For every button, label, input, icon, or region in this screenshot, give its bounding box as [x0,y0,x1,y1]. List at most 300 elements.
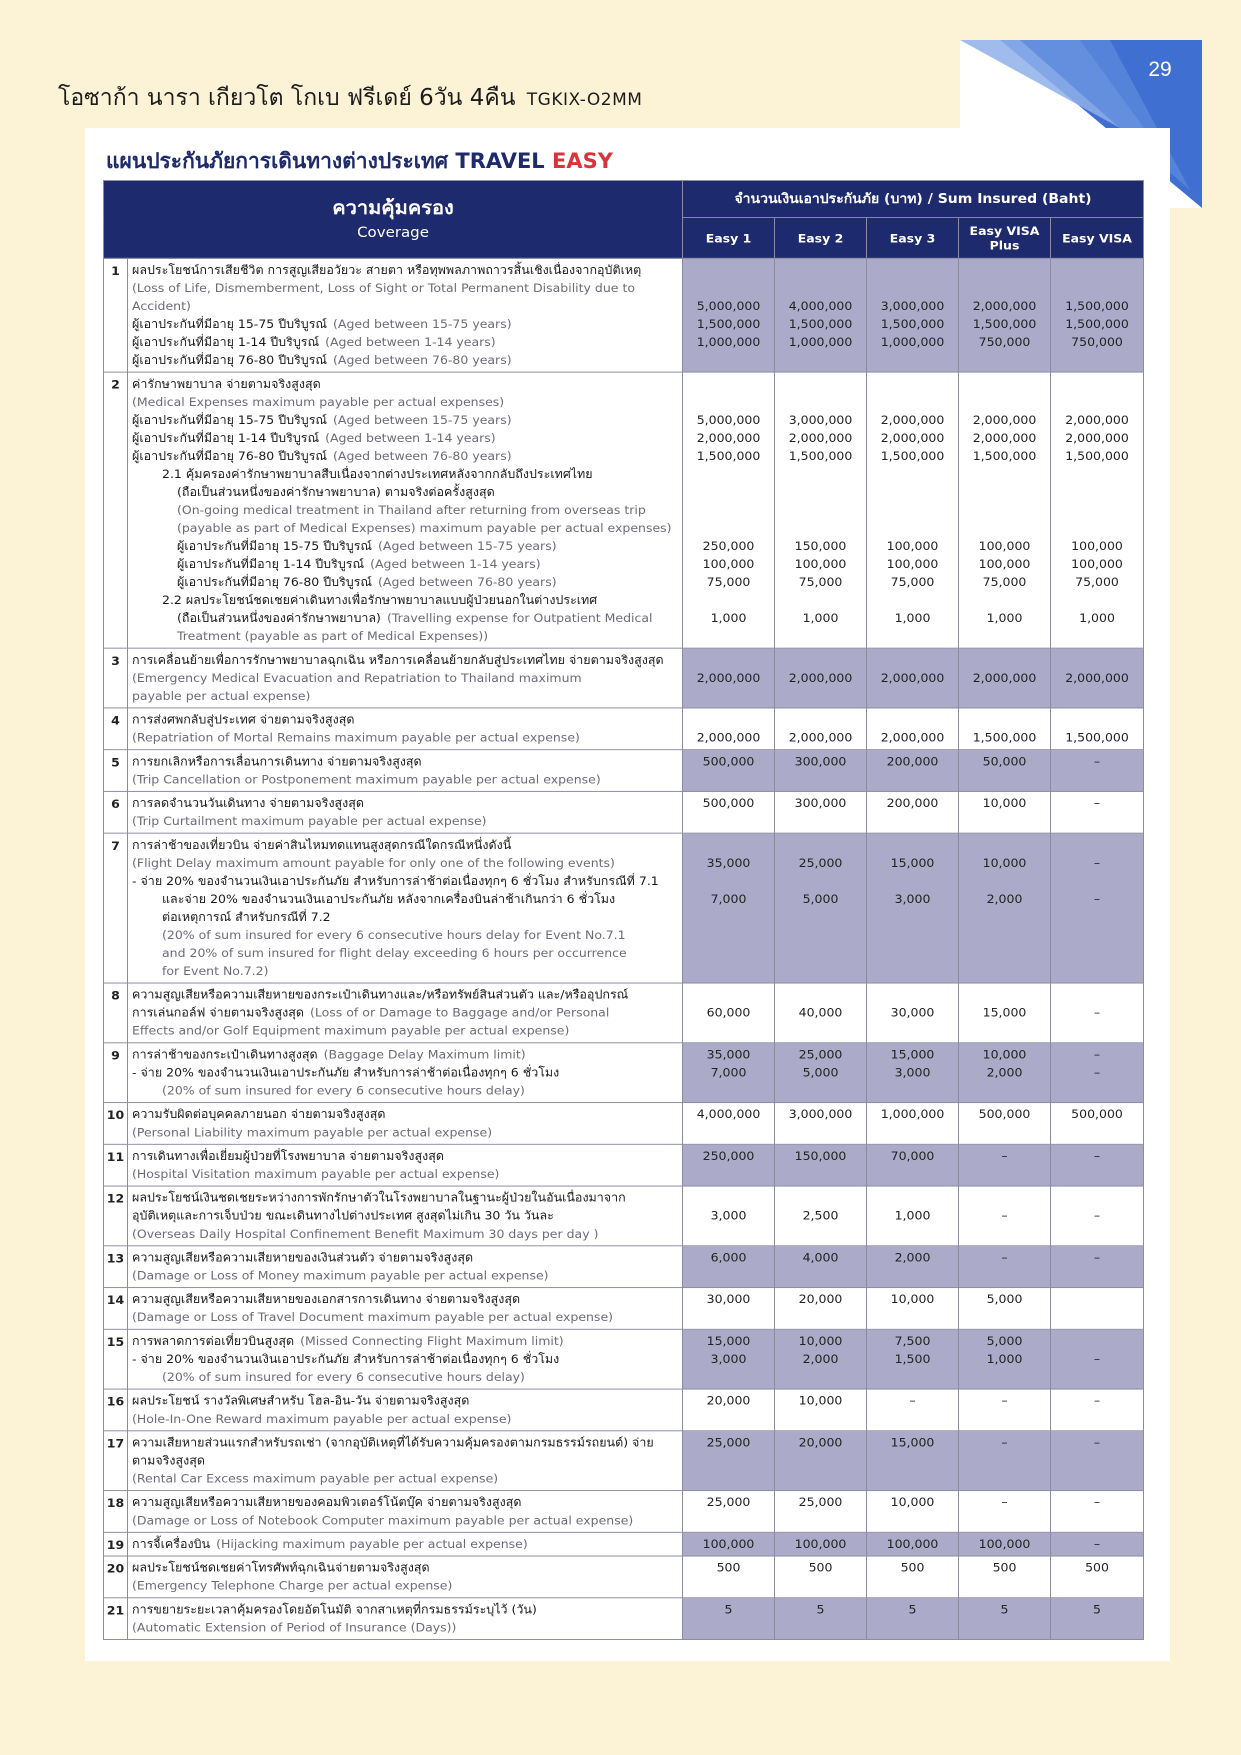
description-text: ความเสียหายส่วนแรกสำหรับรถเช่า (จากอุบัติเหตุที่ได้รับความคุ้มครองตามกรมธรรม์รถยนต์) จ่ายตามจริงสูงสุด [132,1435,654,1468]
value-line: 2,000,000 [788,430,853,445]
value-line: 2,000,000 [1065,430,1129,445]
col-easy-1: Easy 1 [683,217,775,258]
value-line: 500 [808,1560,833,1575]
value-line: – [1001,1208,1008,1223]
table-row [104,1556,1144,1598]
value-line: – [1001,1148,1008,1163]
description-text: การลดจำนวนวันเดินทาง จ่ายตามจริงสูงสุด [132,795,365,810]
value-line [868,710,957,728]
coverage-description [128,1532,683,1556]
value-line: 4,000,000 [788,298,853,313]
sum-insured-cell [959,1144,1051,1186]
value-line: 500,000 [702,753,755,769]
description-en [132,687,677,705]
value-line [776,519,865,537]
value-line: 1,500,000 [972,730,1037,745]
value-line: 10,000 [890,1291,935,1307]
value-line: 100,000 [794,1536,847,1551]
table-row [104,1186,1144,1246]
description-text: การจี้เครื่องบิน [132,1536,211,1551]
row-number: 19 [104,1532,128,1556]
sum-insured-cell [683,708,775,750]
sum-insured-cell [683,258,775,372]
value-line [1052,261,1142,279]
table-row [104,1598,1144,1640]
description-th [132,985,677,1003]
sum-insured-cell [1051,648,1144,708]
description-th [132,1003,677,1021]
value-line: 5 [816,1602,825,1617]
sum-insured-cell [959,833,1051,983]
value-line: 2,000,000 [880,670,945,685]
value-line: 10,000 [798,1333,843,1348]
value-line: – [1093,1005,1101,1020]
description-text: payable per actual expense) [132,688,311,703]
description-text: (Trip Curtailment maximum payable per actual expense) [132,813,487,828]
value-line: – [1093,1435,1101,1450]
value-line [868,627,957,645]
sum-insured-cell [867,1556,959,1598]
sum-insured-cell [959,1556,1051,1598]
value-line: 100,000 [1071,538,1123,553]
value-line: 250,000 [702,1148,755,1163]
value-line [684,261,773,279]
value-line: 2,000,000 [696,670,761,685]
description-en-inline: (Hijacking maximum payable per actual expense) [216,1536,528,1551]
value-line: 15,000 [890,855,935,870]
value-line: – [1093,1148,1101,1163]
description-text: ผลประโยชน์ชดเชยค่าโทรศัพท์ฉุกเฉินจ่ายตามจริงสูงสุด [132,1560,430,1575]
value-line: 150,000 [794,1148,847,1163]
value-line: 2,000,000 [972,670,1037,685]
sum-insured-cell [1051,1329,1144,1389]
value-line [868,279,957,297]
value-line [684,872,773,890]
sum-insured-cell [775,1246,867,1288]
value-line: 100,000 [978,538,1031,553]
coverage-description [128,1144,683,1186]
description-text: (20% of sum insured for every 6 consecutive hours delay for Event No.7.1 [162,927,626,942]
value-line [960,501,1049,519]
description-text: (Hole-In-One Reward maximum payable per actual expense) [132,1411,512,1426]
description-text: ผู้เอาประกันที่มีอายุ 15-75 ปีบริบูรณ์ [132,412,328,427]
description-text: ความสูญเสียหรือความเสียหายของคอมพิวเตอร์โน้ตบุ๊ค จ่ายตามจริงสูงสุด [132,1494,522,1510]
value-line: 750,000 [978,334,1031,349]
sum-insured-cell [867,1329,959,1389]
description-text: (Damage or Loss of Travel Document maximum payable per actual expense) [132,1309,614,1325]
value-line: 3,000,000 [788,1106,853,1122]
row-number: 16 [104,1389,128,1431]
value-line [1052,1290,1142,1308]
value-line: 1,000 [1079,610,1115,625]
description-text: ผู้เอาประกันที่มีอายุ 1-14 ปีบริบูรณ์ [132,430,320,445]
description-text: - จ่าย 20% ของจำนวนเงินเอาประกันภัย สำหรับการล่าช้าต่อเนื่องทุกๆ 6 ชั่วโมง [132,1065,560,1080]
description-en [132,501,677,519]
coverage-description [128,1043,683,1103]
value-line: 100,000 [794,556,847,571]
coverage-description [128,648,683,708]
value-line: – [1093,1536,1101,1551]
value-line: 1,000,000 [880,334,945,349]
description-text: ค่ารักษาพยาบาล จ่ายตามจริงสูงสุด [132,376,321,391]
value-line [776,393,865,411]
coverage-description [128,750,683,792]
value-line: 1,500,000 [1065,730,1129,745]
value-line: 300,000 [794,753,847,769]
sum-insured-cell [683,1532,775,1556]
value-line: 20,000 [798,1291,843,1307]
description-en [132,519,677,537]
sum-insured-cell [683,1598,775,1640]
row-number: 20 [104,1556,128,1598]
value-line: 100,000 [886,538,939,553]
value-line [1052,501,1142,519]
coverage-description [128,791,683,833]
value-line: 25,000 [706,1494,751,1510]
description-en [132,1469,677,1487]
value-line: 2,000,000 [972,430,1037,445]
description-text: - จ่าย 20% ของจำนวนเงินเอาประกันภัย สำหรับการล่าช้าต่อเนื่องทุกๆ 6 ชั่วโมง [132,1351,560,1366]
description-text: (Damage or Loss of Notebook Computer maximum payable per actual expense) [132,1512,634,1528]
value-line: 10,000 [890,1494,935,1510]
value-line: 500,000 [1071,1106,1123,1122]
value-line [960,519,1049,537]
description-en-inline: (Loss of or Damage to Baggage and/or Personal [310,1005,610,1020]
sum-insured-cell [1051,1043,1144,1103]
value-line [776,710,865,728]
sum-insured-cell [959,1329,1051,1389]
sum-insured-cell [959,1532,1051,1556]
description-en-inline: (Aged between 76-80 years) [378,574,557,589]
value-line: 500,000 [702,795,755,810]
coverage-description [128,1329,683,1389]
description-en [132,1368,677,1386]
row-number: 10 [104,1103,128,1145]
value-line: 3,000 [894,1065,931,1080]
sum-insured-cell [775,1043,867,1103]
table-row [104,258,1144,372]
sum-insured-cell [867,833,959,983]
description-en [132,1165,677,1183]
sum-insured-cell [867,258,959,372]
description-text: (payable as part of Medical Expenses) maximum payable per actual expenses) [177,520,672,535]
value-line [684,591,773,609]
value-line: – [1093,1065,1101,1080]
sum-insured-cell [959,258,1051,372]
sum-insured-cell [775,1532,867,1556]
value-line: 1,500,000 [696,448,761,463]
value-line: 200,000 [886,753,939,769]
description-text: (Overseas Daily Hospital Confinement Benefit Maximum 30 days per day ) [132,1226,599,1241]
value-line [868,651,957,669]
description-th [132,1147,677,1165]
sum-insured-cell [775,258,867,372]
value-line [960,836,1049,854]
description-text: (20% of sum insured for every 6 consecutive hours delay) [162,1369,525,1384]
description-th [132,872,677,890]
value-line [684,985,773,1003]
sum-insured-cell [867,1246,959,1288]
value-line [1052,651,1142,669]
value-line: 2,000,000 [788,670,853,685]
description-en [132,1123,677,1141]
table-row [104,1043,1144,1103]
value-line [684,374,773,392]
table-row [104,648,1144,708]
row-number: 6 [104,791,128,833]
value-line [776,627,865,645]
value-line [776,261,865,279]
value-line: 75,000 [798,574,843,589]
value-line: – [1093,1494,1101,1510]
value-line [776,872,865,890]
value-line: 3,000,000 [880,298,945,313]
value-line: 200,000 [886,795,939,810]
sum-insured-cell [683,1556,775,1598]
sum-insured-cell [1051,791,1144,833]
description-en-inline: (Travelling expense for Outpatient Medical [386,610,653,625]
value-line: 250,000 [702,538,755,553]
sum-insured-cell [1051,1532,1144,1556]
description-text: (Medical Expenses maximum payable per actual expenses) [132,394,505,409]
sum-insured-cell [683,1246,775,1288]
table-row [104,708,1144,750]
value-line: 25,000 [706,1435,751,1450]
description-th [132,261,677,279]
description-th [132,429,677,447]
sum-insured-cell [867,750,959,792]
description-text: การล่าช้าของเที่ยวบิน จ่ายค่าสินไหมทดแทนสูงสุดกรณีใดกรณีหนึ่งดังนี้ [132,837,512,852]
value-line: 75,000 [890,574,935,589]
value-line: 60,000 [706,1005,751,1020]
value-line: 6,000 [710,1250,747,1265]
row-number: 2 [104,372,128,648]
description-en-inline: (Aged between 15-75 years) [333,412,512,427]
sum-insured-cell [867,983,959,1043]
value-line [684,501,773,519]
coverage-description [128,708,683,750]
sum-insured-cell [867,708,959,750]
description-en [132,1081,677,1099]
value-line: 1,000,000 [696,334,761,349]
tour-title: โอซาก้า นารา เกียวโต โกเบ ฟรีเดย์ 6วัน 4คืน [58,85,516,111]
description-en [132,962,677,980]
value-line [1052,519,1142,537]
value-line: 100,000 [702,556,755,571]
value-line: 7,000 [710,1065,747,1080]
coverage-header-en: Coverage [357,223,429,241]
coverage-description [128,372,683,648]
row-number: 4 [104,708,128,750]
value-line [776,465,865,483]
value-line: 1,000 [710,610,747,625]
row-number: 12 [104,1186,128,1246]
sum-insured-cell [867,1431,959,1491]
description-th [132,573,677,591]
sum-insured-cell [867,1043,959,1103]
description-th [132,374,677,392]
value-line [868,591,957,609]
row-number: 5 [104,750,128,792]
sum-insured-cell [959,1103,1051,1145]
coverage-description [128,1556,683,1598]
value-line: 35,000 [706,1047,751,1062]
value-line: 1,500,000 [880,448,945,463]
value-line: 3,000 [710,1208,747,1223]
value-line: 1,500 [894,1351,931,1366]
sum-insured-cell [683,1431,775,1491]
plan-title-text: แผนประกันภัยการเดินทางต่างประเทศ TRAVEL [106,149,545,173]
description-en [132,669,677,687]
description-en-inline: (Aged between 1-14 years) [370,556,541,571]
sum-insured-cell [683,750,775,792]
description-th [132,794,677,812]
description-th [132,1188,677,1206]
description-th [132,1290,677,1308]
sum-insured-cell [1051,1598,1144,1640]
value-line: 750,000 [1071,334,1123,349]
coverage-description [128,1103,683,1145]
value-line: 100,000 [702,1536,755,1551]
description-text: การยกเลิกหรือการเลื่อนการเดินทาง จ่ายตามจริงสูงสุด [132,753,422,769]
sum-insured-cell [683,833,775,983]
sum-insured-cell [683,1186,775,1246]
value-line [684,465,773,483]
description-th [132,591,677,609]
table-row [104,1103,1144,1145]
table-row [104,1288,1144,1330]
value-line: 100,000 [978,556,1031,571]
value-line: 100,000 [886,556,939,571]
description-en [132,728,677,746]
description-en [132,1308,677,1326]
row-number: 13 [104,1246,128,1288]
table-row [104,1491,1144,1533]
value-line: 7,000 [710,891,747,906]
sum-insured-cell [867,1491,959,1533]
description-en-inline: (Aged between 76-80 years) [333,352,512,367]
value-line: 1,500,000 [788,448,853,463]
value-line: 75,000 [1075,574,1119,589]
description-text: (Damage or Loss of Money maximum payable per actual expense) [132,1268,549,1283]
sum-insured-cell [959,1288,1051,1330]
sum-insured-cell [867,791,959,833]
description-th [132,609,677,627]
sum-insured-cell [683,1144,775,1186]
value-line [776,1188,865,1206]
value-line: 5 [1000,1602,1009,1617]
value-line: 100,000 [978,1536,1031,1551]
row-number: 18 [104,1491,128,1533]
sum-insured-cell [867,372,959,648]
coverage-description [128,1491,683,1533]
value-line [776,591,865,609]
row-number: 21 [104,1598,128,1640]
description-text: (Hospital Visitation maximum payable per actual expense) [132,1166,500,1181]
value-line: 2,000,000 [696,730,761,745]
sum-insured-cell [1051,1288,1144,1330]
table-row [104,1389,1144,1431]
sum-insured-cell [959,1431,1051,1491]
sum-insured-cell [959,708,1051,750]
description-text: ผู้เอาประกันที่มีอายุ 15-75 ปีบริบูรณ์ [177,538,373,553]
value-line [868,374,957,392]
sum-insured-cell [959,1246,1051,1288]
value-line: 1,500,000 [1065,316,1129,331]
value-line [1052,483,1142,501]
value-line: 5,000 [802,1065,839,1080]
description-th [132,1493,677,1511]
value-line: – [1001,1393,1008,1408]
value-line: 500 [992,1560,1017,1575]
value-line: 2,000,000 [880,412,945,427]
table-row [104,983,1144,1043]
description-th [132,1063,677,1081]
value-line: 5,000 [802,891,839,906]
description-th [132,1332,677,1350]
description-text: 2.1 คุ้มครองค่ารักษาพยาบาลสืบเนื่องจากต่างประเทศหลังจากกลับถึงประเทศไทย [162,466,593,481]
sum-insured-cell [775,1288,867,1330]
value-line: 500 [716,1560,741,1575]
sum-insured-cell [775,791,867,833]
sum-insured-cell [683,1043,775,1103]
description-text: การพลาดการต่อเที่ยวบินสูงสุด [132,1333,295,1348]
value-line: 5 [724,1602,733,1617]
value-line: 2,000,000 [788,730,853,745]
description-en [132,1409,677,1427]
coverage-description [128,1246,683,1288]
value-line: 2,000,000 [880,730,945,745]
sum-insured-cell [1051,1431,1144,1491]
description-text: ผู้เอาประกันที่มีอายุ 15-75 ปีบริบูรณ์ [132,316,328,331]
description-text: ผลประโยชน์ รางวัลพิเศษสำหรับ โฮล-อิน-วัน จ่ายตามจริงสูงสุด [132,1393,470,1408]
description-text: และจ่าย 20% ของจำนวนเงินเอาประกันภัย หลังจากเครื่องบินล่าช้าเกินกว่า 6 ชั่วโมง [162,891,616,906]
row-number: 17 [104,1431,128,1491]
value-line: 2,000,000 [972,412,1037,427]
value-line [776,836,865,854]
value-line: 100,000 [1071,556,1123,571]
value-line: 7,500 [894,1333,931,1348]
description-th [132,1350,677,1368]
value-line: – [1093,795,1101,810]
description-text: (Emergency Telephone Charge per actual expense) [132,1578,453,1593]
value-line [1052,465,1142,483]
sum-insured-cell [867,1144,959,1186]
value-line: 2,000,000 [696,430,761,445]
value-line [868,836,957,854]
value-line: 35,000 [706,855,751,870]
table-row [104,1431,1144,1491]
description-th [132,447,677,465]
value-line [776,651,865,669]
description-th [132,351,677,369]
sum-insured-cell [959,648,1051,708]
coverage-description [128,1186,683,1246]
value-line: 1,000 [894,610,931,625]
description-text: for Event No.7.2) [162,963,269,978]
description-text: การล่าช้าของกระเป๋าเดินทางสูงสุด [132,1047,318,1062]
value-line [684,393,773,411]
value-line [868,519,957,537]
description-en [132,1618,677,1636]
sum-insured-cell [1051,1186,1144,1246]
value-line: 2,000 [986,1065,1023,1080]
description-en-inline: (Aged between 15-75 years) [378,538,557,553]
description-text: ผู้เอาประกันที่มีอายุ 1-14 ปีบริบูรณ์ [177,556,365,571]
sum-insured-cell [775,372,867,648]
value-line: – [1093,1208,1101,1223]
description-th [132,333,677,351]
